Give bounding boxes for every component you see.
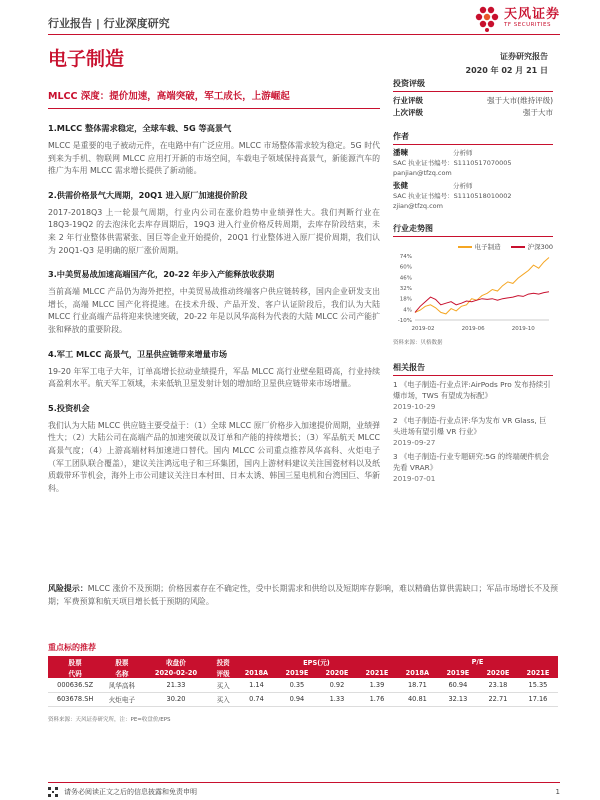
author-name: 张健 [393,181,408,190]
report-type: 证券研究报告 [500,52,548,61]
table-cell: 0.92 [317,678,357,692]
table-cell: 40.81 [397,692,438,706]
logo-flame-icon [473,4,501,32]
table-cell: 0.35 [277,678,317,692]
x-tick-label: 2019-02 [411,326,435,332]
table-cell: 603678.SH [48,692,102,706]
table-cell: 0.74 [236,692,277,706]
rating-value: 强于大市 [523,108,553,117]
table-cell: 32.13 [438,692,478,706]
table-header-cell: 2019E [277,667,317,678]
logo-name-en: TF SECURITIES [503,22,551,28]
page-title: 电子制造 [48,48,125,70]
legend-label: 沪深300 [527,242,553,251]
table-row [48,692,558,706]
table-cell: 1.33 [317,692,357,706]
table-header-cell: 2021E [518,667,558,678]
stocks-table [48,656,558,707]
series-line [415,292,549,313]
chart-source: 资料来源：贝格数据 [393,340,443,346]
section-title: 4.军工 MLCC 高景气，卫星供应链带来增量市场 [48,348,228,359]
table-note: 资料来源：天风证券研究所，注：PE=收盘价/EPS [48,717,171,723]
related-report-item[interactable] [393,415,553,448]
related-report-date: 2019-09-27 [393,438,436,447]
trend-heading: 行业走势图 [393,223,553,237]
table-header-cell: 代码 [48,667,102,678]
author-name: 潘暕 [393,148,408,157]
trend-chart-block [393,223,553,346]
logo-name-cn: 天风证券 [503,7,560,22]
x-tick-label: 2019-06 [461,326,485,332]
y-tick-label: 46% [399,275,412,282]
report-date: 2020 年 02 月 21 日 [465,66,548,75]
table-row [48,678,558,692]
section-body: 当前高端 MLCC 产品仍为海外把控，中美贸易战推动终端客户供应链转移，国内企业研发支出增长，高端 MLCC 国产化将提速。在技术升级、产品开发、客户认证阶段后，我们认为大陆 MLCC 行业高端产品将迎来快速突破，20-22 年是以风华高科为代表的大陆 MLCC 公司产能扩张和释放的重要阶段。 [48,287,380,334]
report-headline: MLCC 深度：提价加速，高端突破，军工成长，上游崛起 [48,88,380,109]
section-body: MLCC 是重要的电子被动元件，在电路中有广泛应用。MLCC 市场整体需求较为稳定。5G 时代到来为手机、物联网 MLCC 应用打开新的市场空间，车载电子领域保持高景气，新能源汽车的推广为车用 MLCC 需求增长提供了新动能。 [48,141,380,176]
rating-row [393,107,553,119]
author-license: SAC 执业证书编号：S1110517070005 [393,159,512,167]
sidebar [393,78,553,487]
y-tick-label: -10% [397,318,412,324]
author-email[interactable]: zjian@tfzq.com [393,202,443,210]
table-cell: 风华高科 [102,678,141,692]
rating-heading: 投资评级 [393,78,553,92]
report-header [48,7,560,34]
disclaimer-notice: 请务必阅读正文之后的信息披露和免责申明 [64,788,197,796]
table-header-cell: 收盘价 [142,656,211,667]
risk-label: 风险提示： [48,584,88,593]
table-cell: 000636.SZ [48,678,102,692]
table-header-cell: 名称 [102,667,141,678]
table-header-cell: 股票 [48,656,102,667]
related-report-title: 2 《电子制造-行业点评:华为发布 VR Glass, 巨头进场有望引爆 VR 行业》 [393,416,547,436]
author-role: 分析师 [453,149,473,157]
related-report-date: 2019-10-29 [393,402,436,411]
table-cell: 1.76 [357,692,397,706]
related-report-title: 3 《电子制造-行业专题研究:5G 的终端硬件机会先看 VRAR》 [393,452,550,472]
section-1 [48,123,380,178]
x-tick-label: 2019-10 [511,326,535,332]
legend-item [458,242,501,251]
section-title: 5.投资机会 [48,402,90,413]
series-line [415,258,549,314]
rating-value: 强于大市(维持评级) [487,96,553,105]
section-title: 2.供需价格景气大周期，20Q1 进入原厂加速提价阶段 [48,189,248,200]
author-email[interactable]: panjian@tfzq.com [393,169,452,177]
page-footer [48,786,560,798]
table-header-cell: 2021E [357,667,397,678]
section-body: 我们认为大陆 MLCC 供应链主要受益于：（1）全球 MLCC 原厂价格步入加速提价周期，业绩弹性大；（2）大陆公司在高端产品的加速突破以及订单和产能的持续增长；（3）军品航天 MLCC 高景气度；（4）上游高端材料加速进口替代。国内 MLCC 公司重点推荐风华高科、火炬电子（军工团队联合覆盖），建议关注鸿远电子和三环集团，国内上游材料建议关注国瓷材料以及纸质载带环节机会，海外上市公司建议关注日本村田、日本太诱、韩国三星电机和台湾国巨、华新科。 [48,420,380,493]
table-header-cell: 2018A [236,667,277,678]
section-body: 19-20 年军工电子大年，订单高增长拉动业绩提升，军品 MLCC 高行业壁垒阻碍高，行业持续高盈利水平。航天军工领域，未来低轨卫星发射计划的增加给卫星供应链带来市场增量。 [48,366,380,389]
legend-label: 电子制造 [474,242,501,251]
section-title: 3.中美贸易战加速高端国产化，20-22 年步入产能释放收获期 [48,269,275,280]
y-tick-label: 4% [403,307,412,314]
table-cell: 1.14 [236,678,277,692]
table-header-cell: 2020E [478,667,518,678]
table-cell: 1.39 [357,678,397,692]
footer-divider [48,782,560,783]
table-header-cell: P/E [397,656,558,667]
table-cell: 火炬电子 [102,692,141,706]
related-report-date: 2019-07-01 [393,474,436,483]
table-cell: 30.20 [142,692,211,706]
risk-warning [48,583,558,608]
y-tick-label: 32% [399,286,412,292]
table-cell: 21.33 [142,678,211,692]
table-header-row [48,656,558,667]
author-license: SAC 执业证书编号：S1110518010002 [393,192,512,200]
table-header-cell: 股票 [102,656,141,667]
table-header-cell: 2018A [397,667,438,678]
page-number: 1 [555,788,560,796]
table-header-row [48,667,558,678]
author-role: 分析师 [453,182,473,190]
related-report-title: 1 《电子制造-行业点评:AirPods Pro 发布持续引爆市场，TWS 有望成为标配》 [393,380,551,400]
table-header-cell: 投资 [210,656,236,667]
section-5 [48,403,380,496]
rating-row [393,95,553,107]
tf-securities-logo [473,4,560,32]
rating-label: 上次评级 [393,108,423,117]
table-cell: 0.94 [277,692,317,706]
related-report-item[interactable] [393,379,553,412]
table-cell: 18.71 [397,678,438,692]
section-2 [48,190,380,257]
section-3 [48,269,380,336]
section-4 [48,349,380,391]
y-tick-label: 60% [399,264,412,271]
legend-item [511,242,553,251]
main-content [48,88,380,507]
table-cell: 22.71 [478,692,518,706]
table-cell: 买入 [210,678,236,692]
section-title: 1.MLCC 整体需求稳定，全球车载、5G 等高景气 [48,123,232,133]
trend-chart [393,252,553,332]
table-cell: 60.94 [438,678,478,692]
table-cell: 23.18 [478,678,518,692]
table-cell: 17.16 [518,692,558,706]
author-card [393,148,553,178]
table-header-cell: 2020E [317,667,357,678]
table-header-cell: 2019E [438,667,478,678]
table-header-cell: 2020-02-20 [142,667,211,678]
qr-code-icon [48,787,58,797]
table-cell: 15.35 [518,678,558,692]
table-header-cell: 评级 [210,667,236,678]
section-body: 2017-2018Q3 上一轮景气周期，行业内公司在涨价趋势中业绩弹性大。我们判断行业在 18Q3-19Q2 的去泡沫化去库存周期后，19Q3 进入行业价格反转周期，去库存阶段结束，未来 2 年行业整体供需紧张、国巨等企业开始提价，20Q1 行业整体进入原厂提价周期，我们认为 20Q1-Q3 是明确的原厂涨价周期。 [48,207,380,255]
author-card [393,181,553,211]
table-cell: 买入 [210,692,236,706]
authors-heading: 作者 [393,131,553,145]
risk-text: MLCC 涨价不及预期；价格因素存在不确定性，受中长期需求和供给以及短期库存影响，难以精确估算供需缺口；军品市场增长不及预期；军费预算和航天项目增长低于预期的风险。 [48,584,558,606]
rating-label: 行业评级 [393,96,423,105]
chart-legend [393,240,553,252]
header-divider [48,34,560,35]
report-category: 行业报告 | 行业深度研究 [48,17,170,30]
y-tick-label: 18% [399,296,412,303]
related-report-item[interactable] [393,451,553,484]
y-tick-label: 74% [399,254,412,260]
table-header-cell: EPS(元) [236,656,397,667]
stocks-table-title: 重点标的推荐 [48,643,96,652]
report-meta [466,50,548,78]
related-heading: 相关报告 [393,362,553,376]
